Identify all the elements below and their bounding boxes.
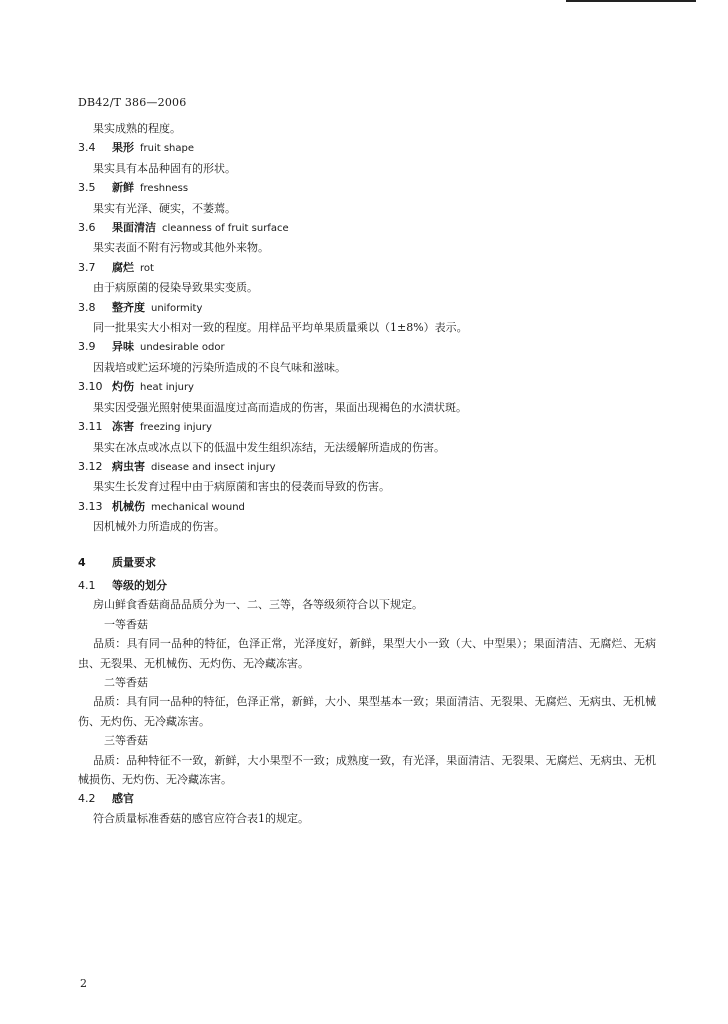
definition-text: 果实因受强光照射使果面温度过高而造成的伤害，果面出现褐色的水渍状斑。 bbox=[93, 400, 467, 414]
definition-term-zh: 新鲜 bbox=[112, 181, 134, 195]
definition-number: 3.6 bbox=[78, 221, 96, 235]
definition-term-en: freshness bbox=[140, 183, 189, 195]
definition-text: 由于病原菌的侵染导致果实变质。 bbox=[93, 281, 258, 295]
grade-title: 一等香菇 bbox=[104, 617, 148, 631]
section-title: 质量要求 bbox=[112, 555, 156, 569]
section-number: 4 bbox=[78, 555, 86, 569]
definition-term-en: rot bbox=[140, 262, 154, 274]
definition-number: 3.7 bbox=[78, 260, 96, 274]
document-code: DB42/T 386—2006 bbox=[78, 96, 187, 109]
definition-term-zh: 果形 bbox=[112, 141, 134, 155]
definition-term-en: disease and insect injury bbox=[151, 461, 276, 473]
definition-term-zh: 整齐度 bbox=[112, 300, 145, 314]
grade-title: 三等香菇 bbox=[104, 734, 148, 748]
definition-text: 果实表面不附有污物或其他外来物。 bbox=[93, 241, 269, 255]
grade-description: 品质：具有同一品种的特征，色泽正常，光泽度好，新鲜，果型大小一致（大、中型果）；果面清洁、无腐烂、无病虫、无裂果、无机械伤、无灼伤、无冷藏冻害。 bbox=[78, 637, 656, 670]
section-4-heading bbox=[78, 553, 658, 572]
definition-term-zh: 异味 bbox=[112, 340, 134, 354]
definition-heading bbox=[78, 138, 658, 158]
definition-heading bbox=[78, 218, 658, 238]
definition-term-zh: 果面清洁 bbox=[112, 221, 156, 235]
definition-heading bbox=[78, 417, 658, 437]
definition-text: 果实生长发育过程中由于病原菌和害虫的侵袭而导致的伤害。 bbox=[93, 480, 390, 494]
grade-description: 品质：品种特征不一致，新鲜，大小果型不一致；成熟度一致，有光泽，果面清洁、无裂果、无腐烂、无病虫、无机械损伤、无灼伤、无冷藏冻害。 bbox=[78, 753, 656, 786]
definition-text: 因栽培或贮运环境的污染所造成的不良气味和滋味。 bbox=[93, 360, 346, 374]
definition-heading bbox=[78, 457, 658, 477]
definition-text: 同一批果实大小相对一致的程度。用样品平均单果质量乘以（1±8%）表示。 bbox=[93, 321, 468, 335]
definition-number: 3.10 bbox=[78, 380, 103, 394]
definition-term-en: mechanical wound bbox=[151, 501, 245, 513]
definition-term-en: heat injury bbox=[140, 382, 194, 394]
subsection-title: 等级的划分 bbox=[112, 578, 167, 592]
grade-title: 二等香菇 bbox=[104, 675, 148, 689]
page-content bbox=[78, 119, 658, 828]
definition-heading bbox=[78, 298, 658, 318]
definition-text: 果实有光泽、硬实，不萎蔫。 bbox=[93, 201, 236, 215]
sensory-text: 符合质量标准香菇的感官应符合表1的规定。 bbox=[93, 811, 309, 825]
definition-term-en: uniformity bbox=[151, 302, 203, 314]
definition-number: 3.5 bbox=[78, 181, 96, 195]
subsection-number: 4.2 bbox=[78, 792, 96, 806]
definition-term-zh: 机械伤 bbox=[112, 499, 145, 513]
subsection-heading bbox=[78, 576, 658, 595]
definition-number: 3.13 bbox=[78, 499, 103, 513]
definition-term-en: freezing injury bbox=[140, 422, 212, 434]
definition-heading bbox=[78, 258, 658, 278]
subsection-heading bbox=[78, 789, 658, 808]
definition-term-en: cleanness of fruit surface bbox=[162, 223, 289, 235]
grade-description: 品质：具有同一品种的特征，色泽正常，新鲜，大小、果型基本一致；果面清洁、无裂果、无腐烂、无病虫、无机械伤、无灼伤、无冷藏冻害。 bbox=[78, 695, 656, 728]
definition-term-en: undesirable odor bbox=[140, 342, 225, 354]
definition-term-zh: 灼伤 bbox=[112, 380, 134, 394]
page-number: 2 bbox=[80, 977, 87, 990]
grades-list bbox=[78, 615, 658, 790]
definition-text: 果实在冰点或冰点以下的低温中发生组织冻结，无法缓解所造成的伤害。 bbox=[93, 440, 445, 454]
header-rule bbox=[566, 0, 696, 2]
definition-number: 3.8 bbox=[78, 300, 96, 314]
definition-term-zh: 冻害 bbox=[112, 420, 134, 434]
definition-term-zh: 病虫害 bbox=[112, 459, 145, 473]
definition-heading bbox=[78, 497, 658, 517]
grade-intro: 房山鲜食香菇商品品质分为一、二、三等，各等级须符合以下规定。 bbox=[93, 598, 423, 612]
definition-term-en: fruit shape bbox=[140, 143, 195, 155]
subsection-title: 感官 bbox=[112, 792, 134, 806]
definition-heading bbox=[78, 337, 658, 357]
definitions-list bbox=[78, 138, 658, 536]
continuation-text: 果实成熟的程度。 bbox=[93, 122, 181, 135]
definition-heading bbox=[78, 178, 658, 198]
definition-text: 果实具有本品种固有的形状。 bbox=[93, 161, 236, 175]
section-gap bbox=[78, 537, 658, 553]
definition-number: 3.12 bbox=[78, 459, 103, 473]
definition-number: 3.4 bbox=[78, 141, 96, 155]
definition-term-zh: 腐烂 bbox=[112, 260, 134, 274]
definition-number: 3.9 bbox=[78, 340, 96, 354]
definition-text: 因机械外力所造成的伤害。 bbox=[93, 520, 225, 534]
subsection-number: 4.1 bbox=[78, 578, 96, 592]
definition-heading bbox=[78, 377, 658, 397]
definition-number: 3.11 bbox=[78, 420, 103, 434]
